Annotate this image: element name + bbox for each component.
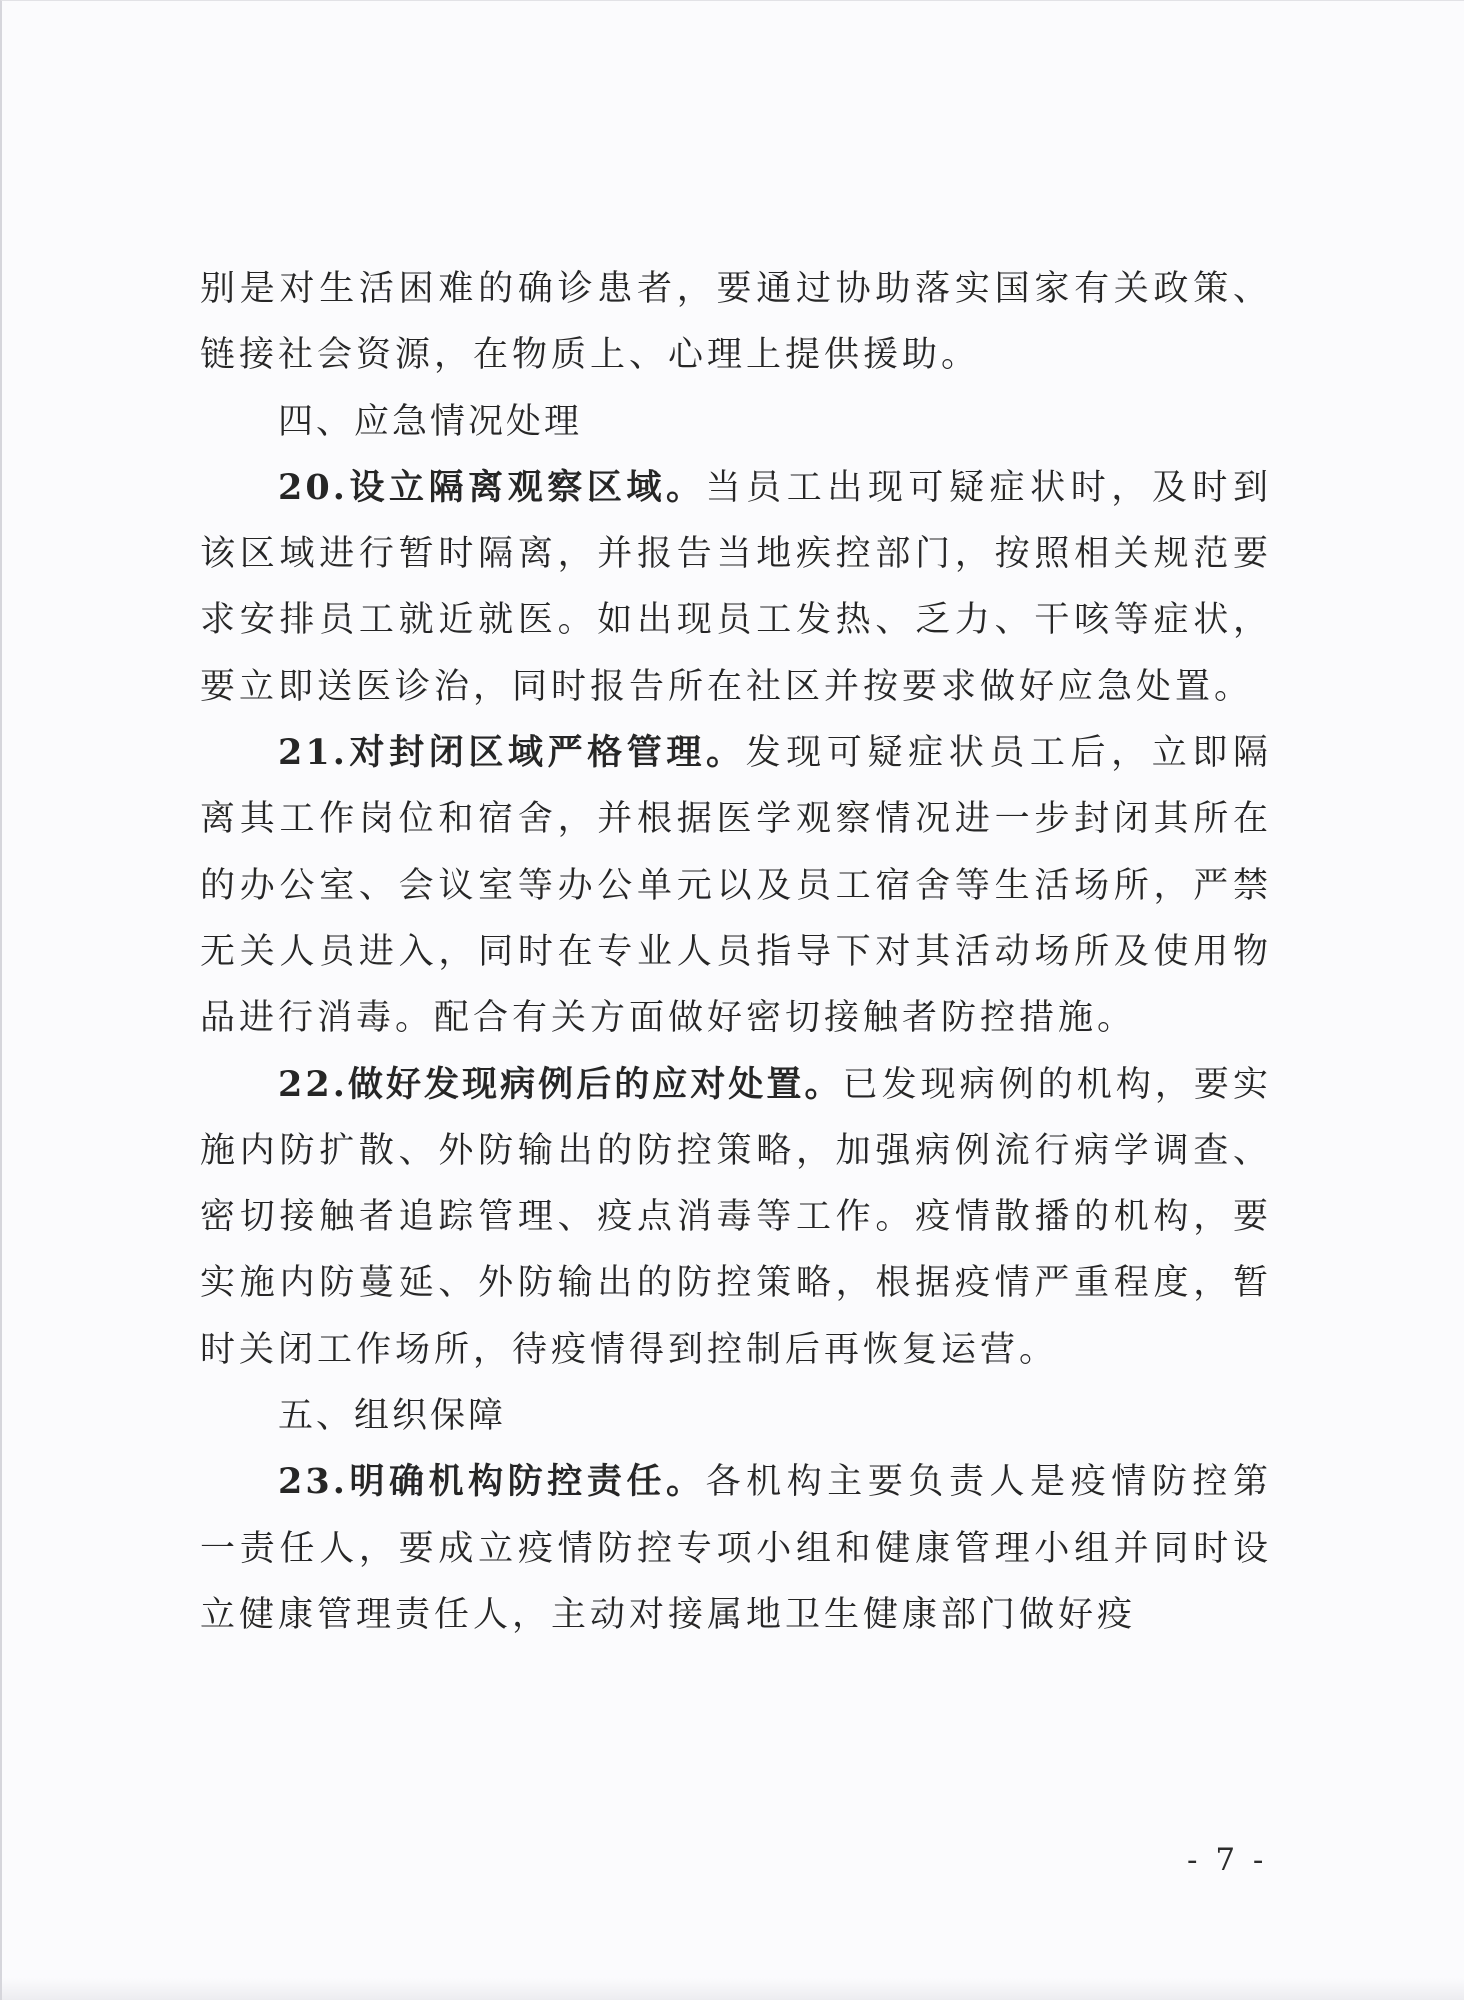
section-heading-organization: 五、组织保障	[278, 1396, 507, 1437]
paragraph-item-21	[200, 720, 1272, 1051]
item-21-lead: 21.对封闭区域严格管理。	[278, 732, 746, 774]
item-21-text: 发现可疑症状员工后，立即隔离其工作岗位和宿舍，并根据医学观察情况进一步封闭其所在的办公室、会议室等办公单元以及员工宿舍等生活场所，严禁无关人员进入，同时在专业人员指导下对其活动场所及使用物品进行消毒。配合有关方面做好密切接触者防控措施。	[200, 733, 1272, 1039]
paragraph-item-23	[200, 1449, 1272, 1648]
item-22-lead: 22.做好发现病例后的应对处置。	[278, 1063, 843, 1105]
page-number: - 7 -	[1187, 1842, 1268, 1878]
item-22-text: 已发现病例的机构，要实施内防扩散、外防输出的防控策略，加强病例流行病学调查、密切接触者追踪管理、疫点消毒等工作。疫情散播的机构，要实施内防蔓延、外防输出的防控策略，根据疫情严重程度，暂时关闭工作场所，待疫情得到控制后再恢复运营。	[200, 1064, 1272, 1370]
document-body	[200, 256, 1272, 1648]
paragraph-continuation: 别是对生活困难的确诊患者，要通过协助落实国家有关政策、链接社会资源，在物质上、心理上提供援助。	[200, 269, 1272, 376]
item-20-text: 当员工出现可疑症状时，及时到该区域进行暂时隔离，并报告当地疾控部门，按照相关规范要求安排员工就近就医。如出现员工发热、乏力、干咳等症状，要立即送医诊治，同时报告所在社区并按要求做好应急处置。	[200, 467, 1272, 707]
item-23-lead: 23.明确机构防控责任。	[278, 1461, 706, 1503]
item-23-text: 各机构主要负责人是疫情防控第一责任人，要成立疫情防控专项小组和健康管理小组并同时设立健康管理责任人，主动对接属地卫生健康部门做好疫	[200, 1462, 1272, 1635]
paragraph-item-20	[200, 455, 1272, 720]
section-heading-emergency: 四、应急情况处理	[278, 401, 583, 442]
paragraph-item-22	[200, 1052, 1272, 1383]
item-20-lead: 20.设立隔离观察区域。	[278, 466, 706, 508]
